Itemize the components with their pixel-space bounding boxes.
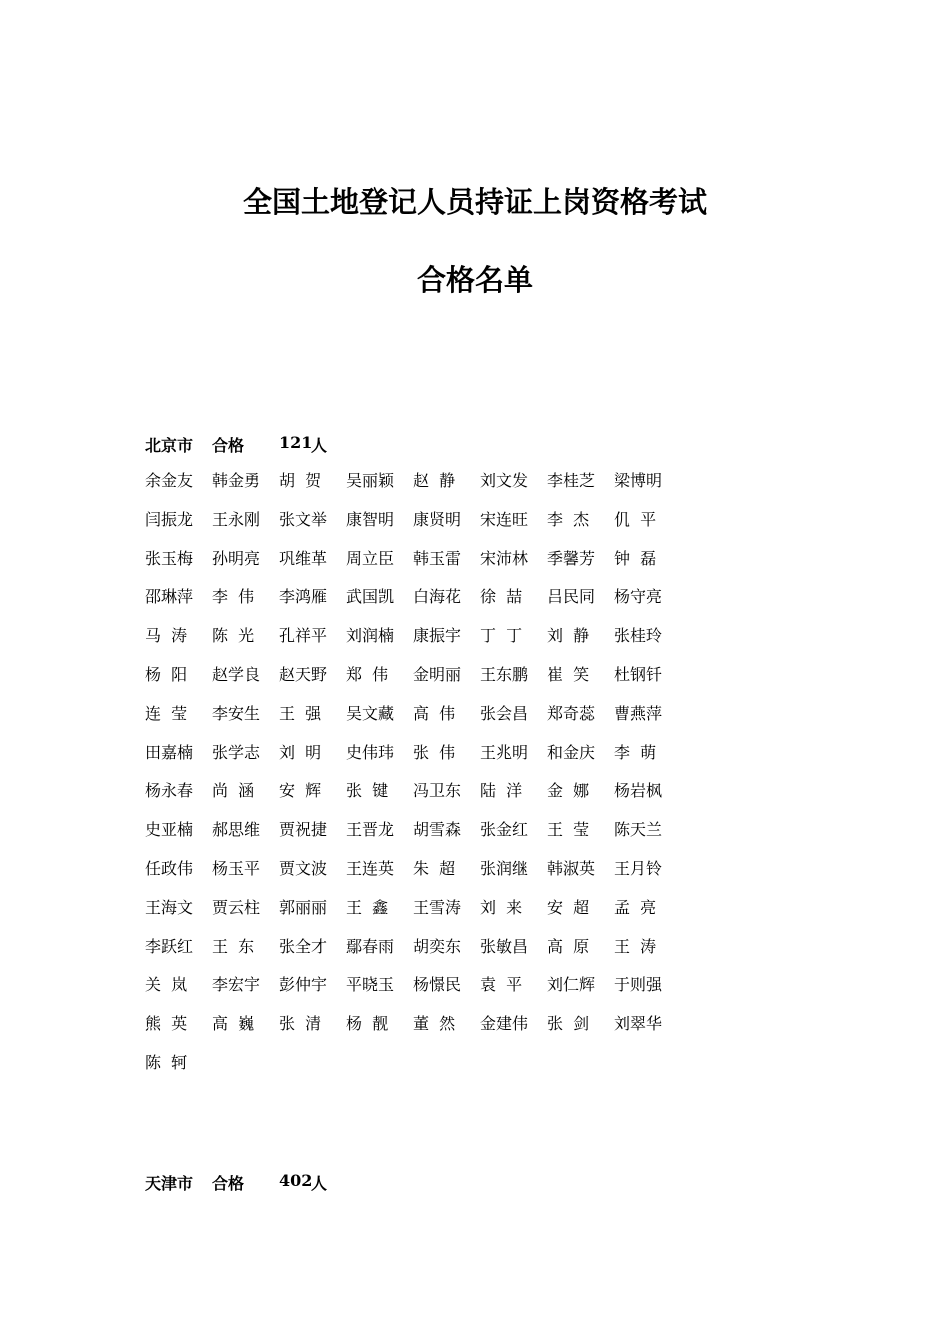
person-name: 胡奕东: [413, 936, 462, 956]
person-name: 金建伟: [480, 1014, 529, 1034]
person-name: 王月铃: [614, 858, 663, 878]
pass-label: 合格: [212, 436, 245, 455]
person-name: 巩维革: [279, 548, 328, 568]
person-name: 连 莹: [145, 703, 188, 723]
name-row: [145, 548, 705, 587]
person-name: 平晓玉: [346, 975, 395, 995]
person-name: 王 东: [212, 936, 255, 956]
person-name: 吴文藏: [346, 703, 395, 723]
person-name: 崔 笑: [547, 664, 590, 684]
person-name: 刘文发: [480, 471, 529, 490]
person-name: 刘 静: [547, 626, 590, 646]
person-name: 陈天兰: [614, 820, 663, 840]
person-name: 李 杰: [547, 509, 590, 529]
person-name: 高 巍: [212, 1014, 255, 1034]
name-row: [145, 742, 705, 781]
person-name: 和金庆: [547, 742, 596, 762]
person-name: 王 强: [279, 703, 322, 723]
name-row: [145, 509, 705, 548]
person-name: 吴丽颖: [346, 471, 395, 490]
person-name: 赵天野: [279, 664, 328, 684]
person-name: 史亚楠: [145, 820, 194, 840]
person-name: 仉 平: [614, 509, 657, 529]
person-name: 闫振龙: [145, 509, 194, 529]
person-name: 李跃红: [145, 936, 194, 956]
name-row: [145, 703, 705, 742]
name-row: [145, 470, 705, 509]
person-name: 周立臣: [346, 548, 395, 568]
person-name: 张润继: [480, 858, 529, 878]
person-name: 钟 磊: [614, 548, 657, 568]
person-name: 王 莹: [547, 820, 590, 840]
person-name: 陈 光: [212, 626, 255, 646]
person-name: 杨 阳: [145, 664, 188, 684]
person-name: 孔祥平: [279, 626, 328, 646]
person-name: 王 鑫: [346, 897, 389, 917]
person-name: 梁博明: [614, 471, 663, 490]
person-name: 金 娜: [547, 781, 590, 801]
person-name: 熊 英: [145, 1014, 188, 1034]
person-name: 康振宇: [413, 626, 462, 646]
person-name: 胡 贺: [279, 471, 322, 490]
person-name: 邵琳萍: [145, 587, 194, 607]
pass-label: 合格: [212, 1174, 245, 1193]
person-name: 康贤明: [413, 509, 462, 529]
person-name: 王晋龙: [346, 820, 395, 840]
name-row: [145, 664, 705, 703]
person-name: 张学志: [212, 742, 261, 762]
person-name: 李 伟: [212, 587, 255, 607]
person-name: 安 辉: [279, 781, 322, 801]
name-row: [145, 974, 705, 1013]
person-name: 李宏宇: [212, 975, 261, 995]
person-name: 高 伟: [413, 703, 456, 723]
person-name: 曹燕萍: [614, 703, 663, 723]
person-name: 孟 亮: [614, 897, 657, 917]
person-name: 杨玉平: [212, 858, 261, 878]
person-name: 李桂芝: [547, 471, 596, 490]
person-name: 康智明: [346, 509, 395, 529]
person-name: 孙明亮: [212, 548, 261, 568]
person-name: 安 超: [547, 897, 590, 917]
person-name: 尚 涵: [212, 781, 255, 801]
person-name: 张桂玲: [614, 626, 663, 646]
person-name: 张敏昌: [480, 936, 529, 956]
person-name: 史伟玮: [346, 742, 395, 762]
person-name: 余金友: [145, 471, 194, 490]
name-row: [145, 936, 705, 975]
person-name: 杨守亮: [614, 587, 663, 607]
name-row: [145, 1013, 705, 1052]
person-name: 李 萌: [614, 742, 657, 762]
person-name: 丁 丁: [480, 626, 523, 646]
person-name: 宋沛林: [480, 548, 529, 568]
person-name: 刘 明: [279, 742, 322, 762]
person-name: 袁 平: [480, 975, 523, 995]
person-name: 刘仁辉: [547, 975, 596, 995]
document-subtitle: 合格名单: [416, 263, 533, 297]
person-name: 李鸿雁: [279, 587, 328, 607]
person-name: 陈 轲: [145, 1052, 188, 1072]
person-name: 杨憬民: [413, 975, 462, 995]
person-name: 金明丽: [413, 664, 462, 684]
name-row: [145, 625, 705, 664]
person-name: 赵学良: [212, 664, 261, 684]
person-name: 宋连旺: [480, 509, 529, 529]
person-name: 王兆明: [480, 742, 529, 762]
name-row: [145, 897, 705, 936]
person-name: 郝思维: [212, 820, 261, 840]
person-name: 杨岩枫: [614, 781, 663, 801]
person-name: 贾祝捷: [279, 820, 328, 840]
person-name: 郭丽丽: [279, 897, 328, 917]
person-name: 王永刚: [212, 509, 261, 529]
person-name: 董 然: [413, 1014, 456, 1034]
person-name: 李安生: [212, 703, 261, 723]
person-name: 张 键: [346, 781, 389, 801]
person-name: 张文举: [279, 509, 328, 529]
person-name: 季馨芳: [547, 548, 596, 568]
pass-count: 402: [279, 1171, 313, 1190]
person-name: 张 清: [279, 1014, 322, 1034]
person-name: 王 涛: [614, 936, 657, 956]
person-name: 武国凯: [346, 587, 395, 607]
person-name: 刘 来: [480, 897, 523, 917]
person-name: 杨永春: [145, 781, 194, 801]
person-name: 王连英: [346, 858, 395, 878]
person-name: 胡雪森: [413, 820, 462, 840]
person-name: 张全才: [279, 936, 328, 956]
person-name: 高 原: [547, 936, 590, 956]
person-name: 郑奇蕊: [547, 703, 596, 723]
person-name: 徐 喆: [480, 587, 523, 607]
name-row: [145, 1052, 705, 1091]
document-title: 全国土地登记人员持证上岗资格考试: [242, 185, 707, 219]
person-name: 任政伟: [145, 858, 194, 878]
person-name: 刘翠华: [614, 1014, 663, 1034]
pass-count: 121: [279, 433, 313, 452]
person-name: 王海文: [145, 897, 194, 917]
name-row: [145, 858, 705, 897]
name-list-beijing: [145, 470, 705, 1091]
person-name: 张金红: [480, 820, 529, 840]
person-name: 张会昌: [480, 703, 529, 723]
name-row: [145, 586, 705, 625]
person-name: 郑 伟: [346, 664, 389, 684]
person-name: 张 剑: [547, 1014, 590, 1034]
person-name: 白海花: [413, 587, 462, 607]
person-name: 贾文波: [279, 858, 328, 878]
person-name: 杜钢钎: [614, 664, 663, 684]
person-name: 刘润楠: [346, 626, 395, 646]
person-name: 赵 静: [413, 471, 456, 490]
person-name: 关 岚: [145, 975, 188, 995]
person-name: 张玉梅: [145, 548, 194, 568]
name-row: [145, 780, 705, 819]
person-name: 韩淑英: [547, 858, 596, 878]
person-name: 吕民同: [547, 587, 596, 607]
count-unit: 人: [311, 1174, 328, 1193]
person-name: 贾云柱: [212, 897, 261, 917]
person-name: 于则强: [614, 975, 663, 995]
region-name: 北京市: [145, 436, 194, 455]
person-name: 彭仲宇: [279, 975, 328, 995]
region-name: 天津市: [145, 1174, 194, 1193]
person-name: 杨 靓: [346, 1014, 389, 1034]
person-name: 王雪涛: [413, 897, 462, 917]
person-name: 马 涛: [145, 626, 188, 646]
person-name: 王东鹏: [480, 664, 529, 684]
person-name: 韩金勇: [212, 471, 261, 490]
person-name: 鄢春雨: [346, 936, 395, 956]
person-name: 田嘉楠: [145, 742, 194, 762]
count-unit: 人: [311, 436, 328, 455]
person-name: 朱 超: [413, 858, 456, 878]
person-name: 冯卫东: [413, 781, 462, 801]
person-name: 陆 洋: [480, 781, 523, 801]
person-name: 韩玉雷: [413, 548, 462, 568]
person-name: 张 伟: [413, 742, 456, 762]
name-row: [145, 819, 705, 858]
